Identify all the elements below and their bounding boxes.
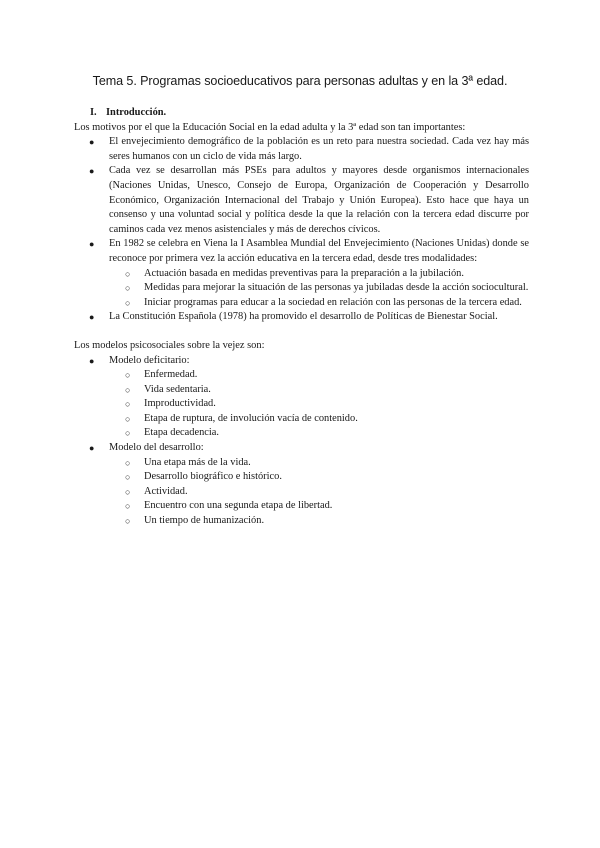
hollow-bullet-icon: ○ — [125, 501, 131, 512]
list-item-text: El envejecimiento demográfico de la población es un reto para nuestra sociedad. Cada vez hay más seres humanos con un ciclo de vida más largo. — [109, 136, 529, 162]
sublist-item — [125, 514, 529, 529]
hollow-bullet-icon: ○ — [125, 384, 131, 395]
sublist-item-text: Enfermedad. — [144, 369, 198, 381]
bullet-icon: ● — [89, 312, 95, 323]
deficit-model-sublist — [109, 368, 529, 441]
modalities-sublist — [109, 267, 529, 311]
hollow-bullet-icon: ○ — [125, 486, 131, 497]
hollow-bullet-icon: ○ — [125, 297, 131, 308]
hollow-bullet-icon: ○ — [125, 283, 131, 294]
list-item — [89, 135, 529, 164]
hollow-bullet-icon: ○ — [125, 413, 131, 424]
sublist-item — [125, 485, 529, 500]
hollow-bullet-icon: ○ — [125, 370, 131, 381]
sublist-item-text: Medidas para mejorar la situación de las personas ya jubiladas desde la acción sociocultural. — [144, 282, 529, 294]
sublist-item-text: Un tiempo de humanización. — [144, 515, 265, 527]
sublist-item — [125, 267, 529, 282]
list-item-modelo-desarrollo — [89, 441, 529, 529]
bullet-icon: ● — [89, 443, 95, 454]
hollow-bullet-icon: ○ — [125, 457, 131, 468]
bullet-icon: ● — [89, 166, 95, 177]
models-intro-paragraph: Los modelos psicosociales sobre la vejez son: — [74, 339, 265, 351]
section-number: I. — [90, 107, 97, 118]
sublist-item-text: Vida sedentaria. — [144, 383, 211, 395]
bullet-icon: ● — [89, 239, 95, 250]
sublist-item — [125, 412, 529, 427]
sublist-item — [125, 383, 529, 398]
sublist-item-text: Desarrollo biográfico e histórico. — [144, 471, 282, 483]
model-label: Modelo deficitario: — [109, 354, 190, 366]
hollow-bullet-icon: ○ — [125, 399, 131, 410]
list-item — [89, 164, 529, 237]
section-intro-paragraph: Los motivos por el que la Educación Social en la edad adulta y la 3ª edad son tan importantes: — [74, 121, 466, 133]
model-label: Modelo del desarrollo: — [109, 442, 204, 454]
sublist-item — [125, 426, 529, 441]
hollow-bullet-icon: ○ — [125, 428, 131, 439]
sublist-item-text: Una etapa más de la vida. — [144, 456, 251, 468]
hollow-bullet-icon: ○ — [125, 516, 131, 527]
bullet-icon: ● — [89, 355, 95, 366]
list-item — [89, 237, 529, 310]
list-item — [89, 310, 529, 325]
paragraph-gap — [74, 325, 529, 339]
list-item-text: La Constitución Española (1978) ha promovido el desarrollo de Políticas de Bienestar Social. — [109, 311, 498, 323]
document-body — [74, 106, 529, 529]
development-model-sublist — [109, 456, 529, 529]
list-item-text: En 1982 se celebra en Viena la I Asamblea Mundial del Envejecimiento (Naciones Unidas) donde se reconoce por primera vez la acción educativa en la tercera edad, desde tres modalidades: — [109, 238, 529, 264]
sublist-item-text: Improductividad. — [144, 398, 216, 410]
sublist-item — [125, 456, 529, 471]
sublist-item-text: Encuentro con una segunda etapa de libertad. — [144, 500, 333, 512]
sublist-item — [125, 397, 529, 412]
section-heading-text: Introducción. — [106, 107, 167, 118]
sublist-item-text: Etapa decadencia. — [144, 427, 219, 439]
document-title: Tema 5. Programas socioeducativos para personas adultas y en la 3ª edad. — [92, 74, 508, 88]
sublist-item — [125, 470, 529, 485]
list-item-text: Cada vez se desarrollan más PSEs para adultos y mayores desde organismos internacionales (Naciones Unidas, Unesco, Consejo de Europa, Organización de Cooperación y Desarrollo Económico, Organización Internacional del Trabajo y Unión Europea). Esto hace que haya un consenso y una voluntad social y política desde la que la relación con la tercera edad discurre por caminos cada vez menos asistenciales y más de derechos cívicos. — [109, 165, 529, 235]
sublist-item-text: Actuación basada en medidas preventivas para la preparación a la jubilación. — [144, 267, 464, 279]
bullet-icon: ● — [89, 137, 95, 148]
sublist-item-text: Actividad. — [144, 485, 188, 497]
section-heading-introduccion — [90, 106, 529, 121]
list-item-modelo-deficitario — [89, 354, 529, 442]
models-list — [74, 354, 529, 529]
sublist-item-text: Iniciar programas para educar a la sociedad en relación con las personas de la tercera edad. — [144, 296, 522, 308]
hollow-bullet-icon: ○ — [125, 268, 131, 279]
sublist-item — [125, 368, 529, 383]
sublist-item-text: Etapa de ruptura, de involución vacía de contenido. — [144, 412, 358, 424]
sublist-item — [125, 499, 529, 514]
motives-list — [74, 135, 529, 325]
sublist-item — [125, 296, 529, 311]
sublist-item — [125, 281, 529, 296]
hollow-bullet-icon: ○ — [125, 472, 131, 483]
